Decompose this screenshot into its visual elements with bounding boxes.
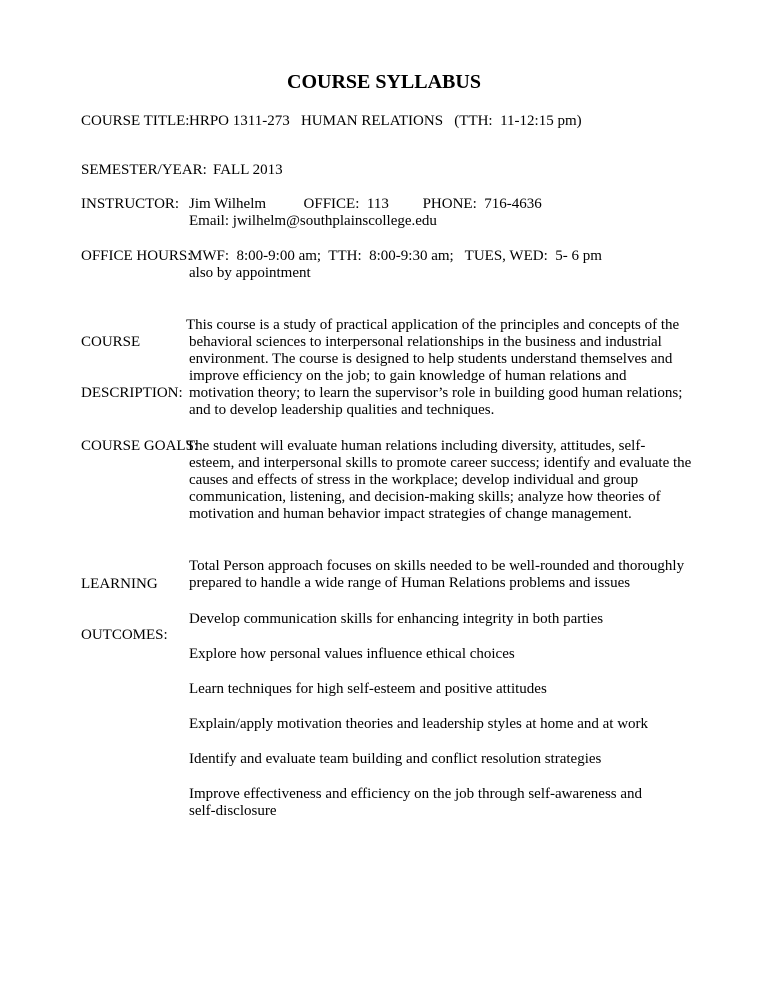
- goals-line: communication, listening, and decision-making skills; analyze how theories of: [189, 489, 661, 505]
- outcome-line: Develop communication skills for enhancing integrity in both parties: [189, 611, 604, 627]
- outcome-line: Learn techniques for high self-esteem and positive attitudes: [189, 681, 547, 697]
- outcomes-label-line2: OUTCOMES:: [81, 627, 168, 643]
- office-hours-schedule: MWF: 8:00-9:00 am; TTH: 8:00-9:30 am; TUES, WED: 5- 6 pm: [189, 248, 602, 264]
- outcome-line: Total Person approach focuses on skills needed to be well-rounded and thoroughly: [189, 558, 685, 574]
- goals-line: The student will evaluate human relations including diversity, attitudes, self-: [186, 438, 646, 454]
- page-title: COURSE SYLLABUS: [287, 71, 481, 93]
- office-hours-label: OFFICE HOURS:: [81, 248, 192, 264]
- outcome-line: Improve effectiveness and efficiency on the job through self-awareness and: [189, 786, 643, 802]
- description-line: and to develop leadership qualities and techniques.: [189, 402, 495, 418]
- description-line: environment. The course is designed to help students understand themselves and: [189, 351, 673, 367]
- list-item: [189, 646, 515, 663]
- goals-label: COURSE GOALS:: [81, 438, 199, 454]
- list-item: [189, 716, 648, 733]
- outcome-line: prepared to handle a wide range of Human Relations problems and issues: [189, 575, 631, 591]
- goals-line: esteem, and interpersonal skills to promote career success; identify and evaluate the: [189, 455, 692, 471]
- semester-value: FALL 2013: [213, 162, 283, 178]
- description-label-line1: COURSE: [81, 334, 141, 350]
- goals-line: motivation and human behavior impact strategies of change management.: [189, 506, 632, 522]
- outcome-line: Identify and evaluate team building and conflict resolution strategies: [189, 751, 602, 767]
- list-item: [189, 751, 601, 768]
- outcomes-label-line1: LEARNING: [81, 576, 158, 592]
- list-item: [189, 558, 684, 592]
- list-item: [189, 611, 603, 628]
- list-item: [189, 681, 547, 698]
- outcome-line: Explain/apply motivation theories and leadership styles at home and at work: [189, 716, 649, 732]
- outcome-line: Explore how personal values influence ethical choices: [189, 646, 515, 662]
- goals-line: causes and effects of stress in the workplace; develop individual and group: [189, 472, 639, 488]
- description-line: improve efficiency on the job; to gain knowledge of human relations and: [189, 368, 627, 384]
- description-label-line2: DESCRIPTION:: [81, 385, 183, 401]
- semester-label: SEMESTER/YEAR:: [81, 162, 207, 178]
- course-title-value: HRPO 1311-273 HUMAN RELATIONS (TTH: 11-12:15 pm): [189, 113, 582, 129]
- description-line: This course is a study of practical application of the principles and concepts of the: [186, 317, 680, 333]
- instructor-info: Jim Wilhelm OFFICE: 113 PHONE: 716-4636: [189, 196, 542, 212]
- office-hours-note: also by appointment: [189, 265, 311, 281]
- description-line: motivation theory; to learn the supervisor’s role in building good human relations;: [189, 385, 683, 401]
- description-line: behavioral sciences to interpersonal relationships in the business and industrial: [189, 334, 662, 350]
- list-item: [189, 786, 642, 820]
- course-title-label: COURSE TITLE:: [81, 113, 190, 129]
- instructor-email: Email: jwilhelm@southplainscollege.edu: [189, 213, 437, 229]
- instructor-label: INSTRUCTOR:: [81, 196, 180, 212]
- outcome-line: self-disclosure: [189, 803, 277, 819]
